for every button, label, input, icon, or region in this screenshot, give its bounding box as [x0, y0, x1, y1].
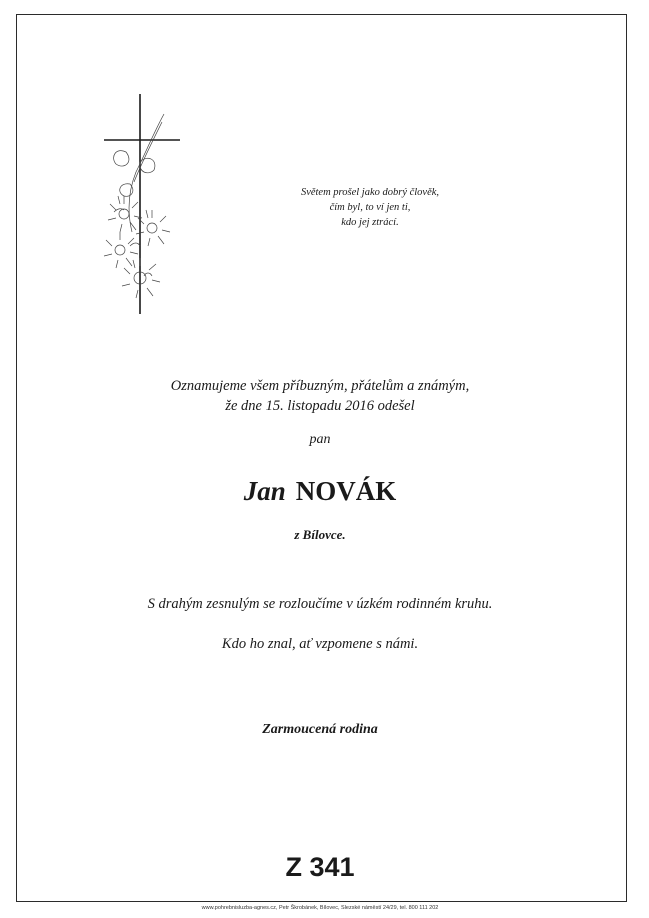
motto-line: kdo jej ztrácí. — [341, 217, 399, 228]
cross-flowers-icon — [96, 92, 186, 316]
footer-credit: www.pohrebnisluzba-agnes.cz, Petr Škrobánek, Bílovec, Slezské náměstí 24/29, tel. 800 111 202 — [201, 905, 439, 911]
honorific: pan — [309, 432, 331, 447]
motto-line: Světem prošel jako dobrý člověk, — [300, 187, 440, 198]
surname: NOVÁK — [295, 476, 397, 506]
announcement-line: že dne 15. listopadu 2016 odešel — [225, 398, 415, 414]
remembrance-text: Kdo ho znal, ať vzpomene s námi. — [221, 636, 419, 652]
first-name: Jan — [243, 476, 286, 506]
deceased-name — [150, 476, 490, 507]
motto-verse — [285, 185, 455, 230]
announcement — [100, 376, 540, 416]
farewell-text: S drahým zesnulým se rozloučíme v úzkém rodinném kruhu. — [147, 596, 493, 612]
deceased-origin: z Bílovce. — [294, 527, 346, 542]
motto-line: čím byl, to ví jen ti, — [329, 202, 411, 213]
notice-code: Z 341 — [285, 852, 355, 882]
signature: Zarmoucená rodina — [262, 722, 378, 737]
announcement-line: Oznamujeme všem příbuzným, přátelům a známým, — [170, 378, 470, 394]
